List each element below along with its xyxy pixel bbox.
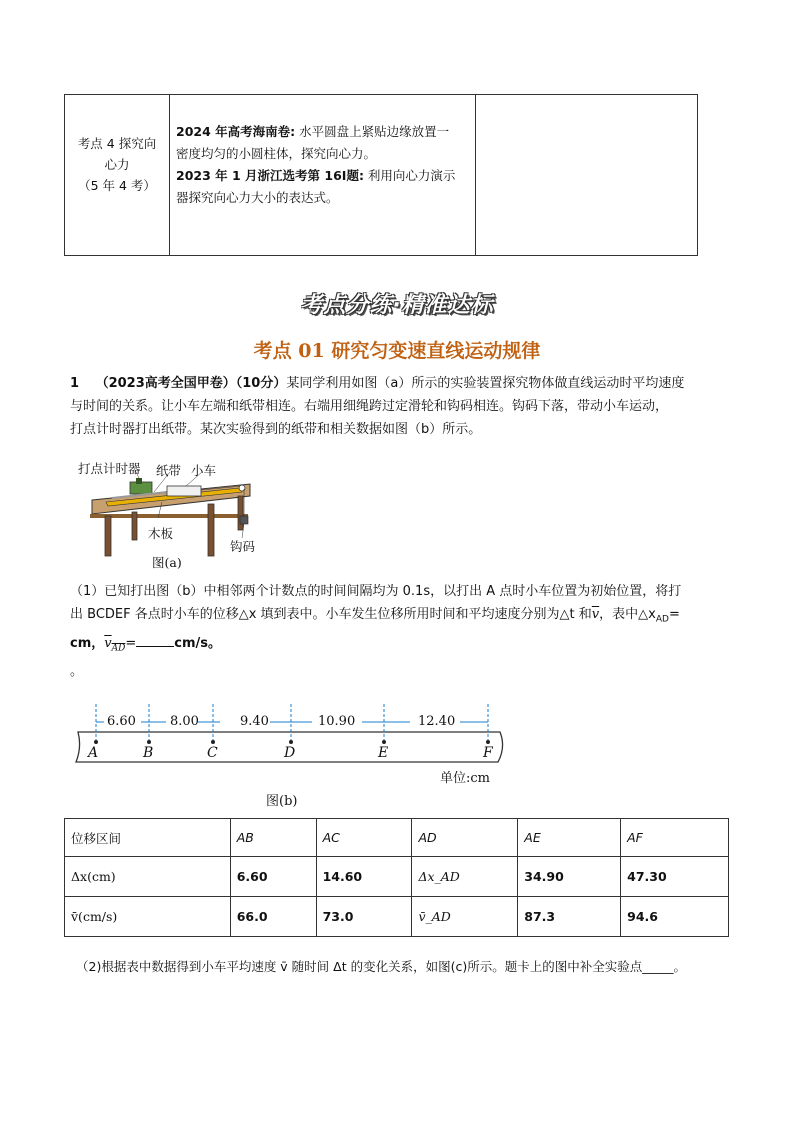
- label-weight: 钩码: [230, 539, 256, 554]
- part-1-line-2: [70, 603, 730, 632]
- exam-cell: [170, 95, 476, 255]
- question-source: （2023高考全国甲卷）（10分）: [95, 376, 287, 391]
- label-board: 木板: [148, 526, 174, 541]
- part-1-text-3a: cm，: [70, 635, 105, 651]
- topic-line-3: （5 年 4 考）: [78, 178, 156, 193]
- cell-dx-ab: 6.60: [230, 857, 316, 897]
- exam-line-1: [176, 121, 469, 143]
- part-1-line-4: 。: [70, 664, 84, 680]
- cell-dx-ad: Δx_AD: [412, 857, 518, 897]
- question-number: 1: [70, 376, 80, 391]
- part-2: （2)根据表中数据得到小车平均速度 v̄ 随时间 Δt 的变化关系，如图(c)所示。题卡上的图中补全实验点_____。: [76, 959, 686, 974]
- cell-v-ae: 87.3: [518, 897, 621, 937]
- blank-v-ad: [136, 634, 174, 647]
- cell-v-ac: 73.0: [316, 897, 412, 937]
- figure-b-unit: 单位:cm: [440, 771, 490, 786]
- exam-line-2: 密度均匀的小圆柱体，探究向心力。: [176, 146, 377, 161]
- v-bar-symbol: $\overline{v}$: [591, 607, 600, 622]
- exam-source-2: 2023 年 1 月浙江选考第 16Ⅰ题:: [176, 168, 364, 183]
- exam-line-3: [176, 165, 469, 187]
- table-header-row: [65, 819, 729, 857]
- segment-ab: 6.60: [107, 714, 136, 729]
- header-ab: AB: [230, 819, 316, 857]
- label-tape: 纸带: [156, 463, 182, 478]
- part-1-text-2c: =: [668, 607, 680, 622]
- figure-b-caption: 图(b): [266, 794, 298, 809]
- part-1: [70, 580, 730, 683]
- header-ac: AC: [316, 819, 412, 857]
- part-1-line-1: （1）已知打出图（b）中相邻两个计数点的时间间隔均为 0.1s，以打出 A 点时小车位置为初始位置，将打: [70, 584, 682, 599]
- v-ad-symbol: $v_{AD}$: [104, 635, 126, 654]
- empty-cell: [476, 95, 697, 255]
- exam-text-1: 水平圆盘上紧贴边缘放置一: [295, 124, 450, 139]
- cell-v-ad: v̄_AD: [412, 897, 518, 937]
- row-label-v: v̄(cm/s): [65, 897, 231, 937]
- label-timer: 打点计时器: [78, 461, 141, 476]
- row-label-dx: Δx(cm): [65, 857, 231, 897]
- figure-a-caption: 图(a): [152, 555, 182, 570]
- cell-v-af: 94.6: [621, 897, 729, 937]
- topic-line-1: 考点 4 探究向: [77, 136, 157, 151]
- label-cart: 小车: [191, 463, 217, 478]
- point-b: B: [143, 745, 154, 761]
- part-1-text-3b: =: [125, 635, 137, 651]
- header-af: AF: [621, 819, 729, 857]
- topic-cell: [65, 95, 170, 255]
- header-ad: AD: [412, 819, 518, 857]
- point-f: F: [483, 745, 493, 761]
- part-1-line-3: [70, 632, 730, 661]
- section-badge: 考点分练·精准达标: [300, 293, 494, 318]
- cell-dx-af: 47.30: [621, 857, 729, 897]
- segment-ef: 12.40: [418, 714, 456, 729]
- table-row-velocity: [65, 897, 729, 937]
- topic-line-2: 心力: [104, 157, 130, 172]
- segment-de: 10.90: [318, 714, 356, 729]
- section-title: 考点 01 研究匀变速直线运动规律: [253, 340, 541, 362]
- question-1-line-3: 打点计时器打出纸带。某次实验得到的纸带和相关数据如图（b）所示。: [70, 422, 482, 437]
- cell-v-ab: 66.0: [230, 897, 316, 937]
- exam-source-1: 2024 年高考海南卷:: [176, 124, 296, 139]
- part-1-text-2a: 出 BCDEF 各点时小车的位移△x 填到表中。小车发生位移所用时间和平均速度分别为△t 和: [70, 607, 592, 622]
- point-e: E: [378, 745, 389, 761]
- exam-line-4: 器探究向心力大小的表达式。: [176, 190, 339, 205]
- question-1-line-1: [70, 372, 730, 395]
- part-1-text-2b: ，表中△x: [599, 607, 656, 622]
- point-a: A: [88, 745, 99, 761]
- subscript-ad: AD: [655, 614, 669, 625]
- question-text-1: 某同学利用如图（a）所示的实验装置探究物体做直线运动时平均速度: [286, 376, 685, 391]
- question-1-line-2: 与时间的关系。让小车左端和纸带相连。右端用细绳跨过定滑轮和钩码相连。钩码下落，带动小车运动，: [70, 399, 669, 414]
- header-ae: AE: [518, 819, 621, 857]
- cell-dx-ac: 14.60: [316, 857, 412, 897]
- segment-bc: 8.00: [170, 714, 199, 729]
- point-d: D: [284, 745, 296, 761]
- header-interval: 位移区间: [65, 819, 231, 857]
- top-table: [64, 94, 698, 256]
- cell-dx-ae: 34.90: [518, 857, 621, 897]
- table-row-displacement: [65, 857, 729, 897]
- data-table: [64, 818, 729, 937]
- exam-text-3: 利用向心力演示: [363, 168, 456, 183]
- point-c: C: [207, 745, 218, 761]
- question-1: [70, 372, 730, 441]
- part-1-text-3c: cm/s。: [174, 635, 221, 651]
- segment-cd: 9.40: [240, 714, 269, 729]
